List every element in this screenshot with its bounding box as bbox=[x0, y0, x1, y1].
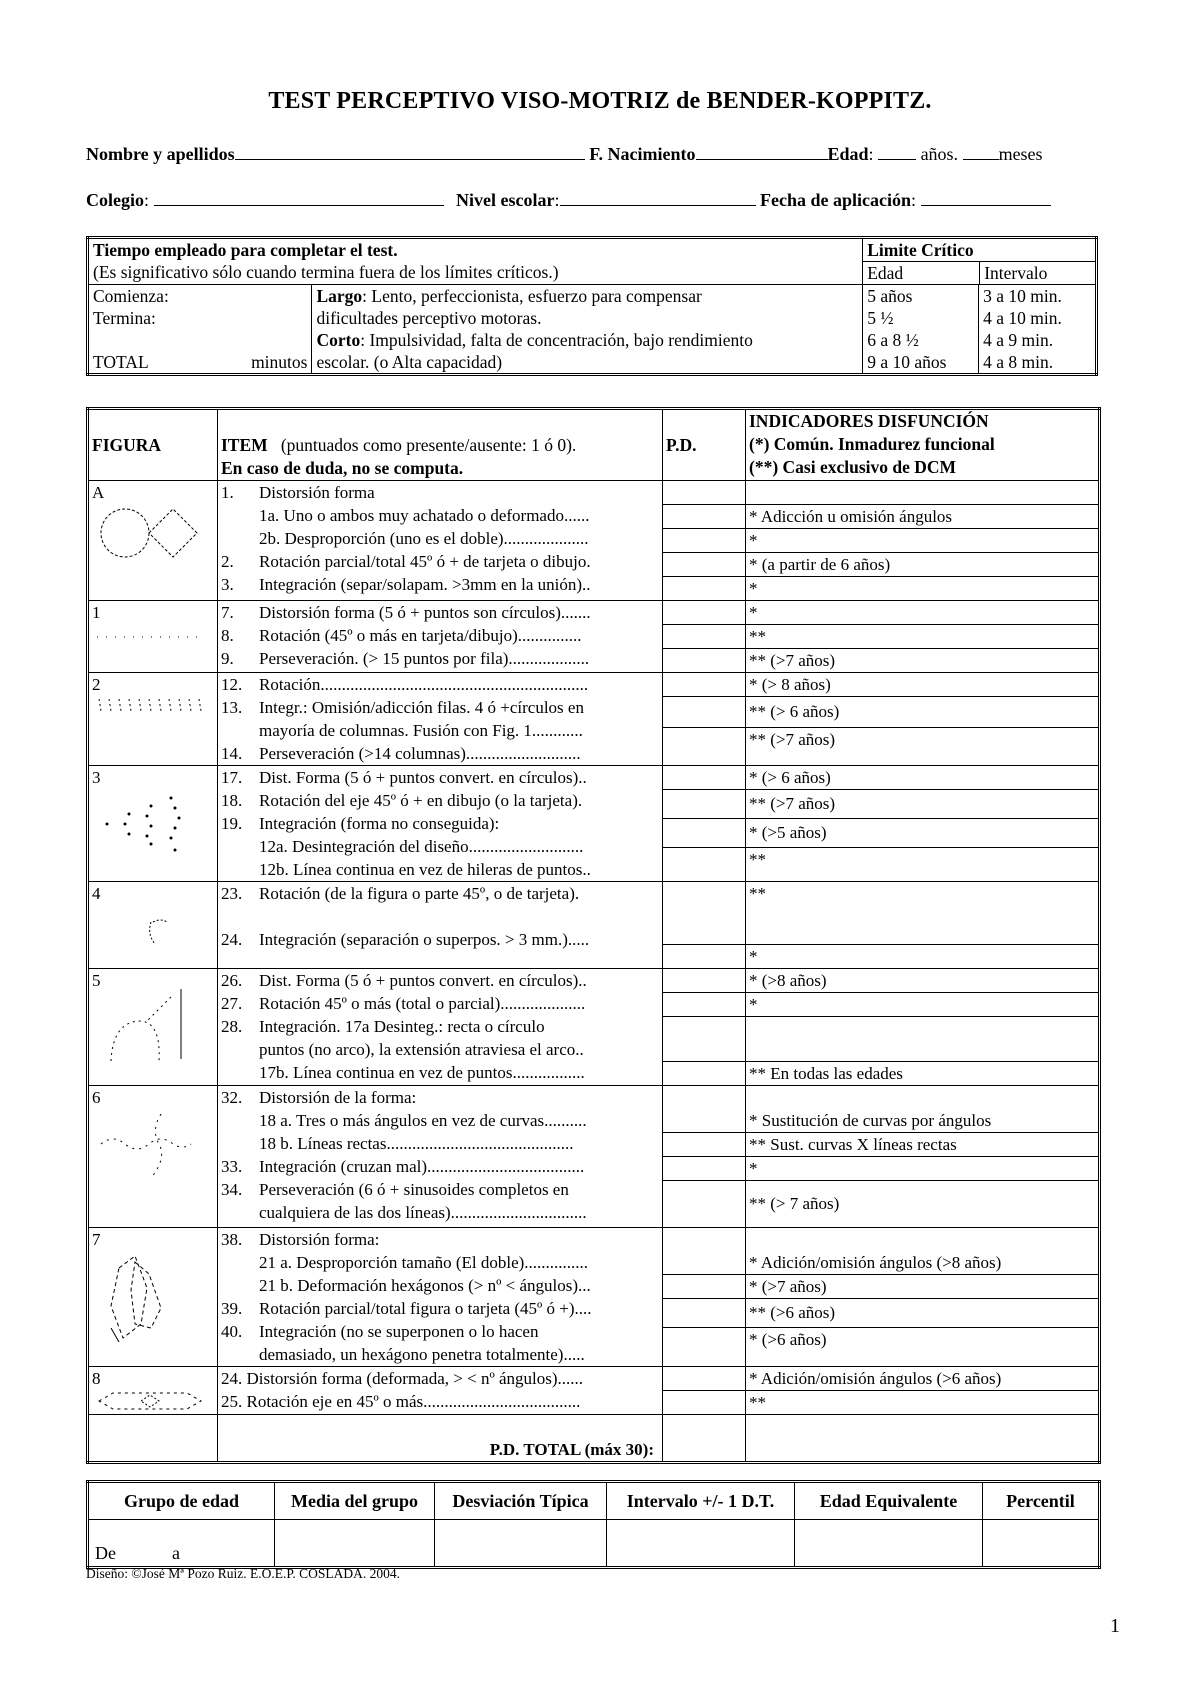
figure-5-items: 26. Dist. Forma (5 ó + puntos convert. en círculos).. 27. Rotación 45º o más (total o parcial).................... 28. Integración. 17a Desinteg.: recta o círculo puntos (no arco), la extensión atraviesa el arco.. 17b. Línea continua en vez de puntos................. bbox=[218, 969, 663, 1086]
desviacion-field[interactable] bbox=[435, 1520, 607, 1568]
figure-8-indicators: * Adición/omisión ángulos (>6 años) ** bbox=[746, 1367, 1100, 1415]
col-media: Media del grupo bbox=[275, 1482, 435, 1520]
header-item: ITEM (puntuados como presente/ausente: 1 ó 0). En caso de duda, no se computa. bbox=[218, 409, 663, 481]
nacimiento-field[interactable] bbox=[696, 143, 828, 160]
media-field[interactable] bbox=[275, 1520, 435, 1568]
total-spacer bbox=[88, 1415, 218, 1463]
pd-total-indicator bbox=[746, 1415, 1100, 1463]
nivel-label: Nivel escolar bbox=[456, 190, 555, 210]
time-inputs: Comienza: Termina: TOTAL minutos bbox=[88, 285, 312, 375]
fecha-field[interactable] bbox=[921, 189, 1051, 206]
figure-7-drawing bbox=[89, 1228, 213, 1368]
figure-1-indicators: * ** ** (>7 años) bbox=[746, 601, 1100, 673]
figure-8-items: 24. Distorsión forma (deformada, > < nº ángulos)...... 25. Rotación eje en 45º o más..................................... bbox=[218, 1367, 663, 1415]
figure-3-pd[interactable] bbox=[663, 766, 746, 882]
figure-8-drawing bbox=[89, 1367, 213, 1417]
col-percentil: Percentil bbox=[983, 1482, 1100, 1520]
figure-7-pd[interactable] bbox=[663, 1228, 746, 1367]
results-table bbox=[86, 1480, 1101, 1569]
figure-3-drawing bbox=[89, 766, 213, 876]
figure-a-indicators: * Adicción u omisión ángulos * * (a partir de 6 años) * bbox=[746, 481, 1100, 601]
figure-4-cell: 4 bbox=[88, 882, 218, 969]
anos-label: años. bbox=[920, 144, 959, 164]
col-intervalo: Intervalo +/- 1 D.T. bbox=[607, 1482, 795, 1520]
anos-field[interactable] bbox=[878, 143, 916, 160]
figure-a-items: 1. Distorsión forma 1a. Uno o ambos muy achatado o deformado...... 2b. Desproporción (uno es el doble).................... 2. Rotación parcial/total 45º ó + de tarjeta o dibujo. 3. Integración (separ/solapam. >3mm en la unión).. bbox=[218, 481, 663, 601]
figure-3-cell: 3 bbox=[88, 766, 218, 882]
col-edad-equivalente: Edad Equivalente bbox=[795, 1482, 983, 1520]
figure-7-indicators: * Adición/omisión ángulos (>8 años) * (>7 años) ** (>6 años) * (>6 años) bbox=[746, 1228, 1100, 1367]
figure-2-items: 12. Rotación............................................................... 13. Integr.: Omisión/adicción filas. 4 ó +círculos en mayoría de columnas. Fusión con Fig. 1............ 14. Perseveración (>14 columnas)........................... bbox=[218, 673, 663, 766]
col-grupo-edad: Grupo de edad bbox=[88, 1482, 275, 1520]
figure-3-indicators: * (> 6 años) ** (>7 años) * (>5 años) ** bbox=[746, 766, 1100, 882]
figure-6-pd[interactable] bbox=[663, 1086, 746, 1228]
figure-5-indicators: * (>8 años) * ** En todas las edades bbox=[746, 969, 1100, 1086]
page-number: 1 bbox=[1110, 1615, 1120, 1637]
limite-intervalos: 3 a 10 min. 4 a 10 min. 4 a 9 min. 4 a 8 min. bbox=[979, 285, 1097, 375]
figure-4-pd[interactable] bbox=[663, 882, 746, 969]
figure-3-items: 17. Dist. Forma (5 ó + puntos convert. en círculos).. 18. Rotación del eje 45º ó + en dibujo (o la tarjeta). 19. Integración (forma no conseguida): 12a. Desintegración del diseño........................... 12b. Línea continua en vez de hileras de puntos.. bbox=[218, 766, 663, 882]
figure-5-cell: 5 bbox=[88, 969, 218, 1086]
figure-4-indicators: ** * bbox=[746, 882, 1100, 969]
colegio-field[interactable] bbox=[154, 189, 444, 206]
pd-total-field[interactable] bbox=[663, 1415, 746, 1463]
percentil-field[interactable] bbox=[983, 1520, 1100, 1568]
limite-header: Limite Crítico Edad Intervalo bbox=[863, 238, 1097, 285]
figure-a-pd[interactable] bbox=[663, 481, 746, 601]
page-title: TEST PERCEPTIVO VISO-MOTRIZ de BENDER-KOPPITZ. bbox=[268, 88, 932, 114]
pd-total-label: P.D. TOTAL (máx 30): bbox=[218, 1415, 663, 1463]
edad-equivalente-field[interactable] bbox=[795, 1520, 983, 1568]
figure-a-cell: A bbox=[88, 481, 218, 601]
figure-2-cell: 2 bbox=[88, 673, 218, 766]
meses-label: meses bbox=[998, 144, 1043, 164]
colegio-label: Colegio bbox=[86, 190, 144, 210]
nivel-field[interactable] bbox=[560, 189, 756, 206]
meses-field[interactable] bbox=[963, 143, 999, 160]
personal-data-row: Nombre y apellidos F. Nacimiento Edad: años. meses bbox=[86, 144, 1043, 164]
figure-2-pd[interactable] bbox=[663, 673, 746, 766]
figure-1-pd[interactable] bbox=[663, 601, 746, 673]
header-pd: P.D. bbox=[663, 409, 746, 481]
nacimiento-label: F. Nacimiento bbox=[589, 144, 696, 164]
figure-8-pd[interactable] bbox=[663, 1367, 746, 1415]
header-indicadores: INDICADORES DISFUNCIÓN (*) Común. Inmadurez funcional (**) Casi exclusivo de DCM bbox=[746, 409, 1100, 481]
figure-6-drawing bbox=[89, 1086, 213, 1226]
time-table bbox=[86, 236, 1098, 376]
fecha-label: Fecha de aplicación bbox=[760, 190, 911, 210]
figure-5-pd[interactable] bbox=[663, 969, 746, 1086]
figure-8-cell: 8 bbox=[88, 1367, 218, 1415]
figure-1-cell: 1 bbox=[88, 601, 218, 673]
time-notes: Largo: Lento, perfeccionista, esfuerzo para compensar dificultades perceptivo motoras. Corto: Impulsividad, falta de concentración, bajo rendimiento escolar. (o Alta capacidad) bbox=[312, 285, 863, 375]
figure-1-drawing bbox=[89, 601, 213, 661]
figure-4-drawing bbox=[89, 882, 213, 968]
figure-a-drawing bbox=[89, 481, 213, 571]
figure-6-indicators: * Sustitución de curvas por ángulos ** Sust. curvas X líneas rectas * ** (> 7 años) bbox=[746, 1086, 1100, 1228]
figure-2-indicators: * (> 8 años) ** (> 6 años) ** (>7 años) bbox=[746, 673, 1100, 766]
school-data-row: Colegio: Nivel escolar: Fecha de aplicación: bbox=[86, 189, 1106, 211]
figure-5-drawing bbox=[89, 969, 213, 1079]
figure-7-items: 38. Distorsión forma: 21 a. Desproporción tamaño (El doble)............... 21 b. Deformación hexágonos (> nº < ángulos)... 39. Rotación parcial/total figura o tarjeta (45º ó +).... 40. Integración (no se superponen o lo hacen demasiado, un hexágono penetra totalmente)..... bbox=[218, 1228, 663, 1367]
time-header: Tiempo empleado para completar el test. (Es significativo sólo cuando termina fuera de los límites críticos.) bbox=[88, 238, 863, 285]
grupo-edad-field[interactable]: De a bbox=[88, 1520, 275, 1568]
header-figura: FIGURA bbox=[88, 409, 218, 481]
figure-1-items: 7. Distorsión forma (5 ó + puntos son círculos)....... 8. Rotación (45º o más en tarjeta/dibujo)............... 9. Perseveración. (> 15 puntos por fila)................... bbox=[218, 601, 663, 673]
figure-2-drawing bbox=[89, 673, 213, 733]
nombre-field[interactable] bbox=[235, 143, 585, 160]
figure-4-items: 23. Rotación (de la figura o parte 45º, o de tarjeta). 24. Integración (separación o superpos. > 3 mm.)..... bbox=[218, 882, 663, 969]
edad-label: Edad bbox=[827, 144, 869, 164]
footer-credit: Diseño: ©José Mª Pozo Ruiz. E.O.E.P. COSLADA. 2004. bbox=[86, 1566, 400, 1581]
nombre-label: Nombre y apellidos bbox=[86, 144, 235, 164]
figure-6-items: 32. Distorsión de la forma: 18 a. Tres o más ángulos en vez de curvas.......... 18 b. Líneas rectas............................................ 33. Integración (cruzan mal)..................................... 34. Perseveración (6 ó + sinusoides completos en cualquiera de las dos líneas)................................ bbox=[218, 1086, 663, 1228]
figure-7-cell: 7 bbox=[88, 1228, 218, 1367]
figure-6-cell: 6 bbox=[88, 1086, 218, 1228]
limite-edades: 5 años 5 ½ 6 a 8 ½ 9 a 10 años bbox=[863, 285, 979, 375]
intervalo-field[interactable] bbox=[607, 1520, 795, 1568]
col-desviacion: Desviación Típica bbox=[435, 1482, 607, 1520]
items-table bbox=[86, 407, 1101, 1464]
